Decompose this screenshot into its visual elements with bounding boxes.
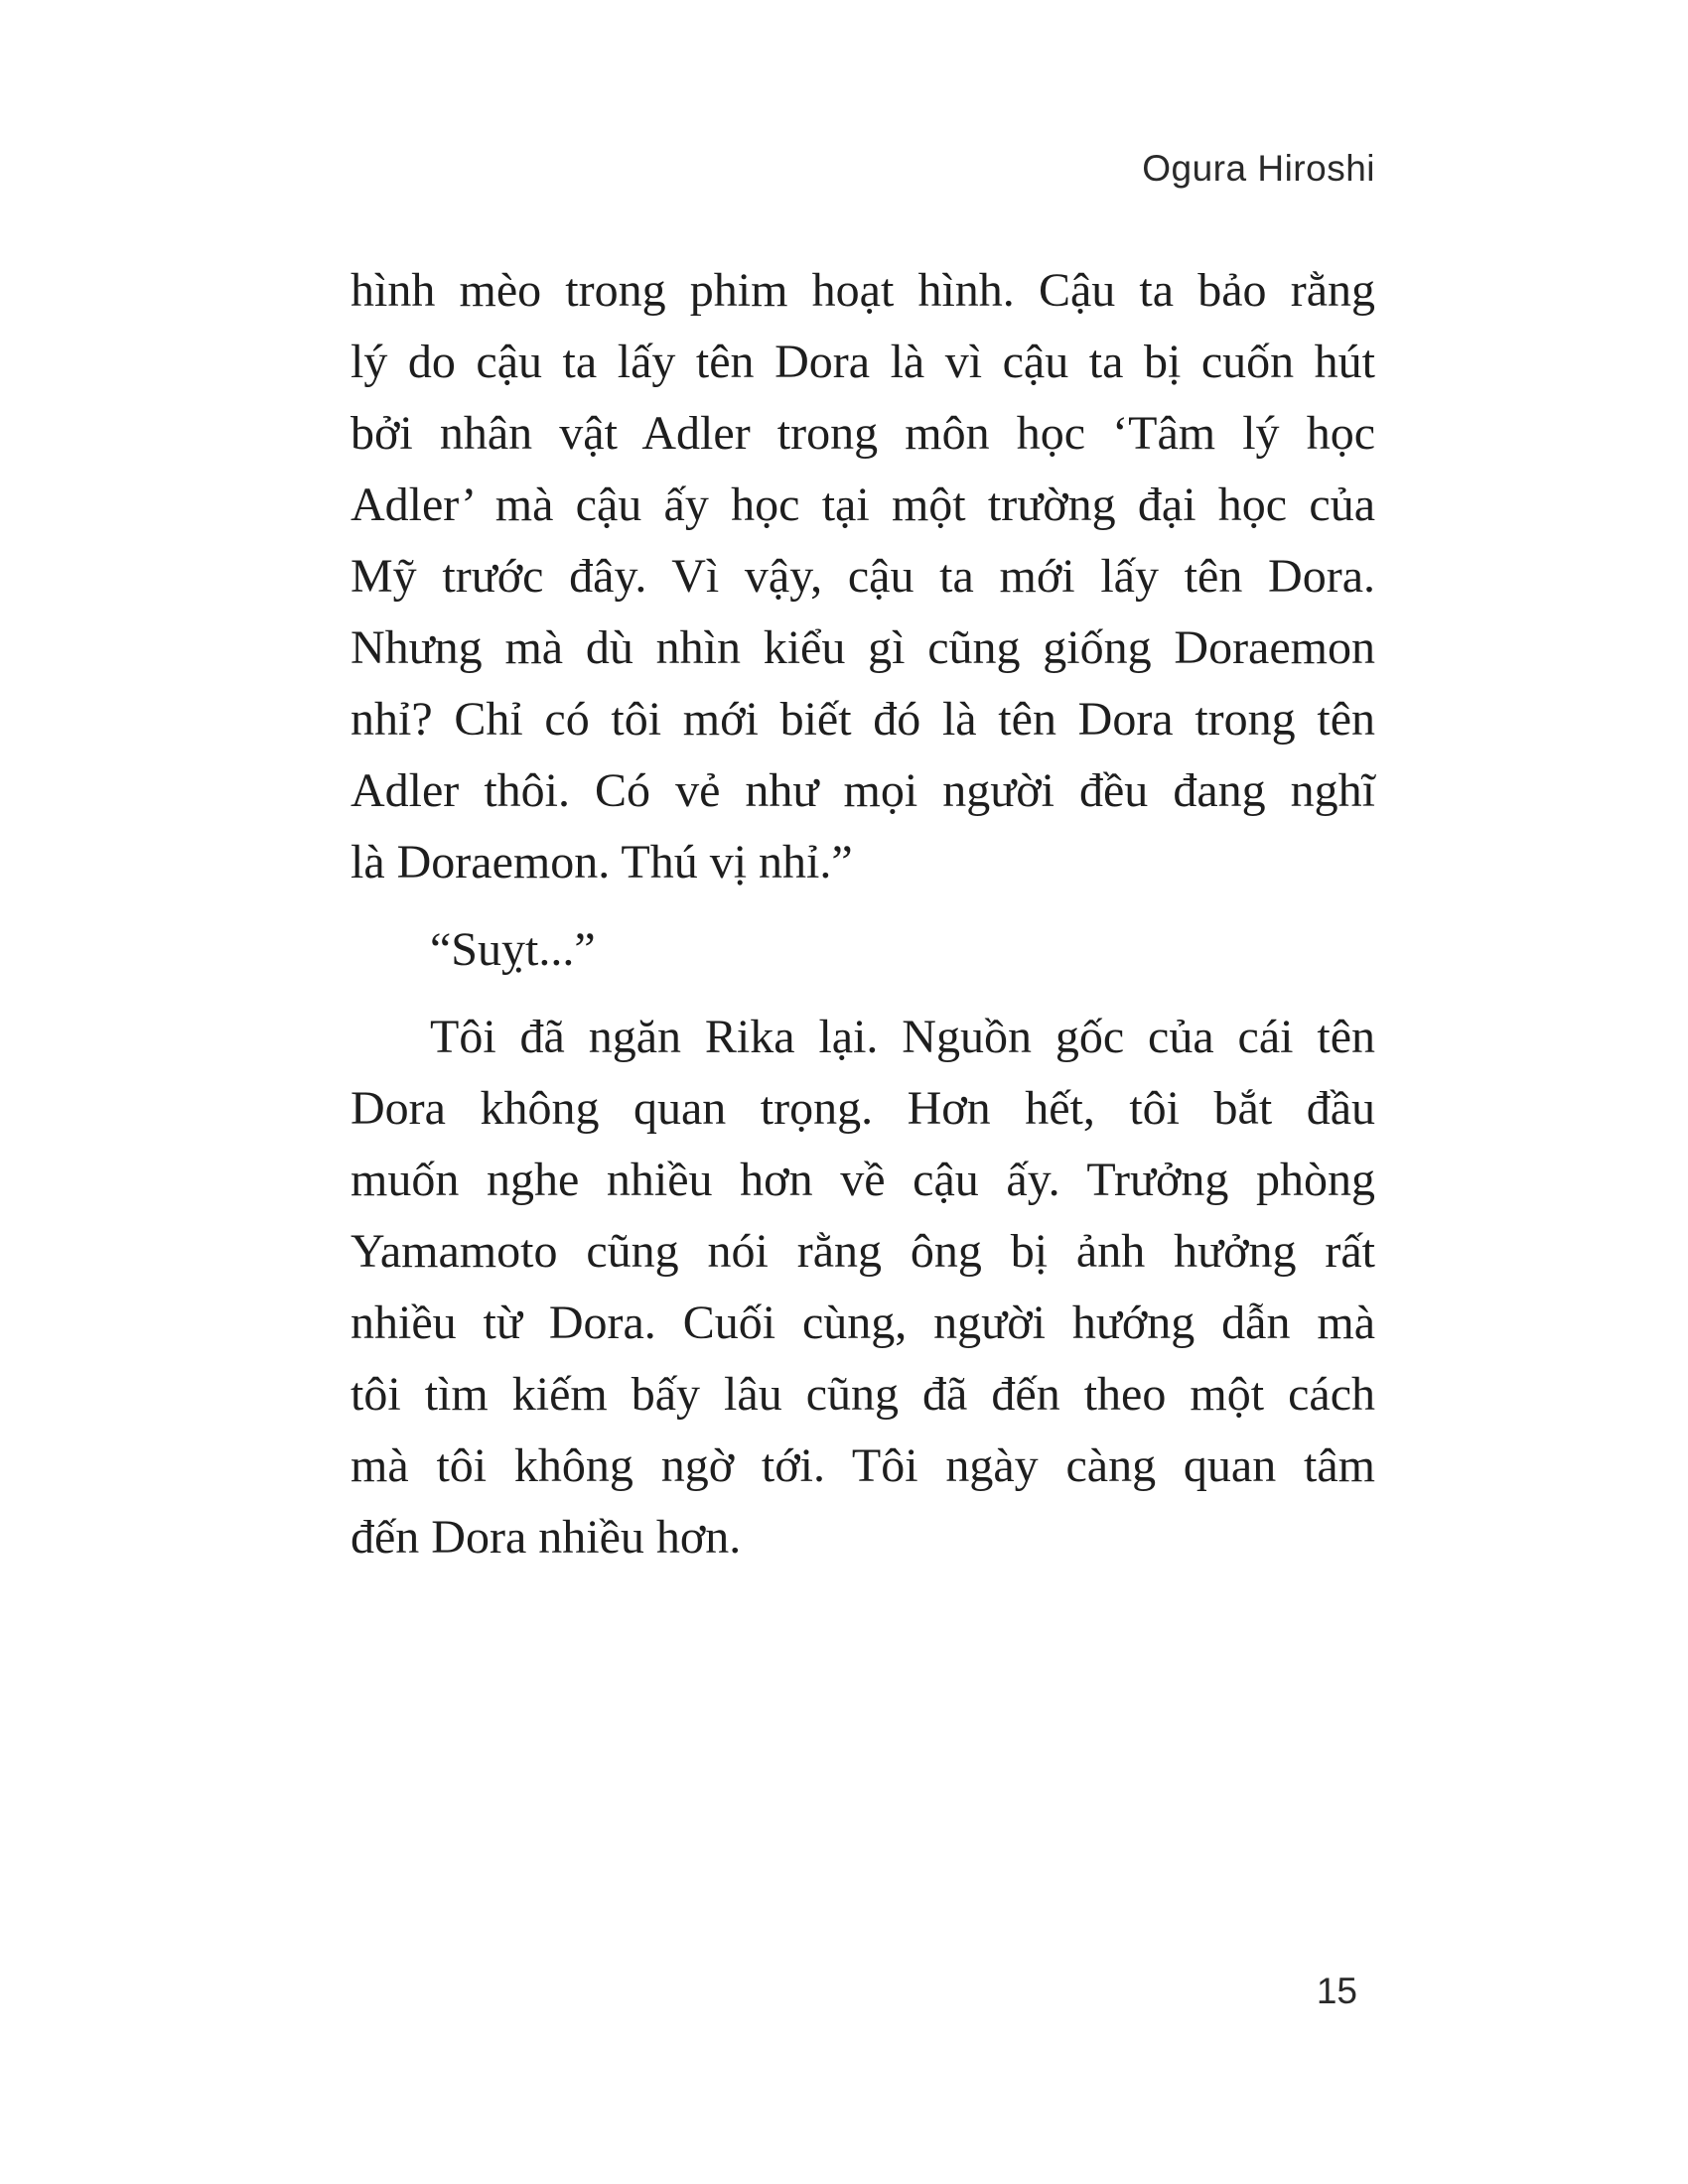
text-line: mà tôi không ngờ tới. Tôi ngày càng quan tâm (351, 1439, 1375, 1492)
text-line: muốn nghe nhiều hơn về cậu ấy. Trưởng phòng (351, 1154, 1375, 1206)
text-line: nhỉ? Chỉ có tôi mới biết đó là tên Dora trong tên (351, 693, 1375, 746)
text-line: Adler thôi. Có vẻ như mọi người đều đang nghĩ (351, 764, 1375, 817)
paragraph-2 (351, 914, 1375, 986)
text-line: “Suỵt...” (430, 923, 596, 976)
text-line: Mỹ trước đây. Vì vậy, cậu ta mới lấy tên Dora. (351, 550, 1375, 603)
text-line: nhiều từ Dora. Cuối cùng, người hướng dẫn mà (351, 1297, 1375, 1349)
paragraph-3 (351, 1002, 1375, 1573)
paragraph-1 (351, 255, 1375, 898)
text-line: tôi tìm kiếm bấy lâu cũng đã đến theo một cách (351, 1368, 1375, 1421)
running-header: Ogura Hiroshi (1142, 148, 1375, 189)
text-line: bởi nhân vật Adler trong môn học ‘Tâm lý học (351, 407, 1375, 460)
page-number: 15 (1316, 1971, 1357, 2011)
text-line: Tôi đã ngăn Rika lại. Nguồn gốc của cái tên (430, 1011, 1375, 1063)
text-line: là Doraemon. Thú vị nhỉ.” (351, 836, 853, 888)
text-line: Yamamoto cũng nói rằng ông bị ảnh hưởng rất (351, 1225, 1375, 1278)
text-line: hình mèo trong phim hoạt hình. Cậu ta bảo rằng (351, 264, 1375, 317)
text-line: Adler’ mà cậu ấy học tại một trường đại học của (351, 478, 1375, 531)
body-text (351, 255, 1375, 1573)
text-line: lý do cậu ta lấy tên Dora là vì cậu ta bị cuốn hút (351, 336, 1375, 388)
text-line: Nhưng mà dù nhìn kiểu gì cũng giống Doraemon (351, 621, 1375, 674)
text-line: Dora không quan trọng. Hơn hết, tôi bắt đầu (351, 1082, 1375, 1135)
text-line: đến Dora nhiều hơn. (351, 1511, 742, 1564)
